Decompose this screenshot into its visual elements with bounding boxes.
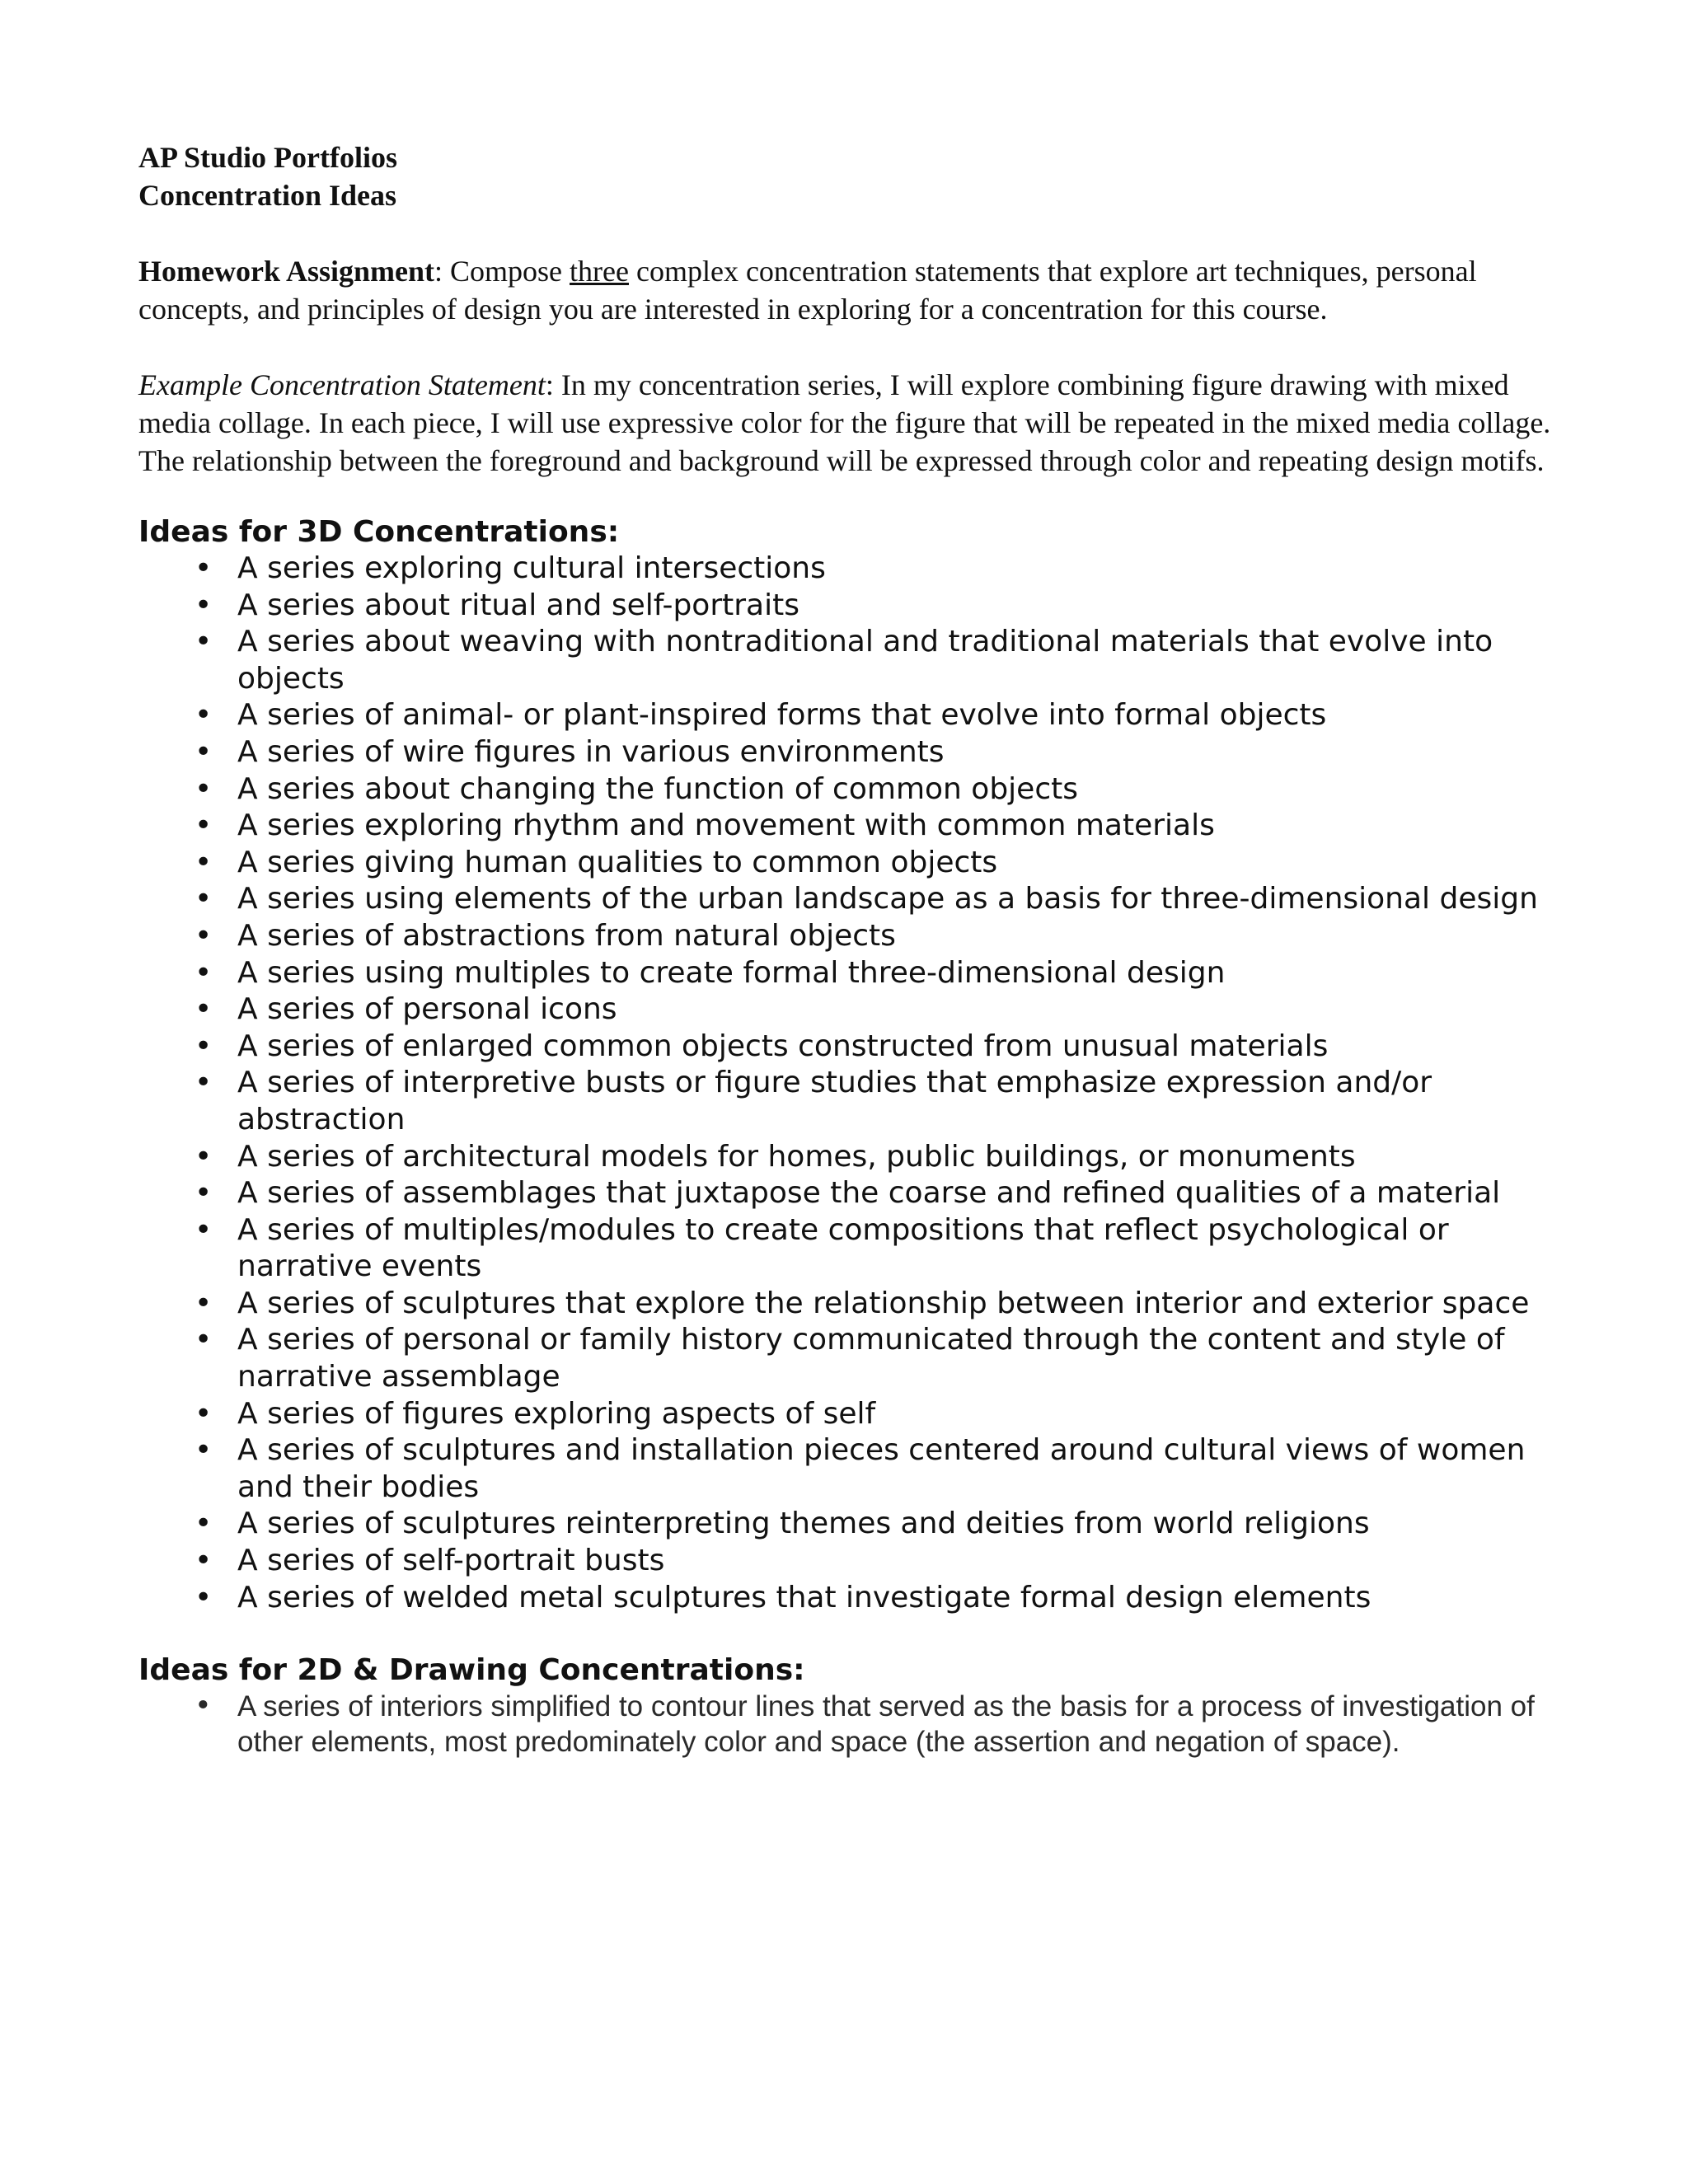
page-subtitle: Concentration Ideas — [138, 179, 396, 212]
list-item-text: A series using elements of the urban landscape as a basis for three-dimensional design — [237, 882, 1538, 916]
homework-text-after: complex concentration statements that explore art techniques, personal concepts, and principles of design you are interested in exploring for a concentration for this course. — [138, 255, 1477, 326]
list-item — [138, 551, 1556, 588]
list-item-text: A series giving human qualities to common objects — [237, 845, 998, 879]
list-item — [138, 881, 1556, 918]
bullet-icon: • — [195, 771, 213, 806]
list-item-text: A series of interiors simplified to contour lines that served as the basis for a process of investigation of other elements, most predominately color and space (the assertion and negation of space). — [237, 1690, 1535, 1759]
heading-2d-ideas: Ideas for 2D & Drawing Concentrations: — [138, 1653, 805, 1688]
list-item — [138, 1065, 1556, 1138]
homework-sep: : — [434, 255, 443, 288]
list-item — [138, 624, 1556, 697]
list-item — [138, 1506, 1556, 1543]
list-item — [138, 1212, 1556, 1286]
bullet-icon: • — [195, 1396, 213, 1431]
list-item-text: A series about weaving with nontraditional and traditional materials that evolve into objects — [237, 625, 1493, 696]
homework-paragraph — [138, 252, 1556, 328]
list-item — [138, 845, 1556, 882]
bullet-icon: • — [195, 1323, 213, 1357]
document-page — [138, 138, 1556, 1760]
list-item — [138, 697, 1556, 734]
bullet-icon: • — [195, 698, 213, 733]
list-item — [138, 734, 1556, 771]
list-item-text: A series exploring rhythm and movement with common materials — [237, 808, 1215, 843]
list-item-text: A series about ritual and self-portraits — [237, 588, 799, 622]
example-label: Example Concentration Statement — [138, 368, 546, 401]
list-item — [138, 1580, 1556, 1617]
bullet-icon: • — [195, 1690, 212, 1723]
bullet-icon: • — [195, 588, 213, 622]
list-item — [138, 918, 1556, 955]
list-item-text: A series of enlarged common objects constructed from unusual materials — [237, 1029, 1329, 1063]
list-item-text: A series of sculptures and installation pieces centered around cultural views of women and their bodies — [237, 1433, 1526, 1504]
list-item — [138, 955, 1556, 992]
list-item-text: A series of sculptures that explore the relationship between interior and exterior space — [237, 1286, 1530, 1320]
bullet-icon: • — [195, 1286, 213, 1320]
list-item-text: A series of interpretive busts or figure studies that emphasize expression and/or abstraction — [237, 1066, 1432, 1137]
bullet-icon: • — [195, 734, 213, 769]
list-item-text: A series using multiples to create formal three-dimensional design — [237, 955, 1226, 990]
bullet-icon: • — [195, 551, 213, 585]
list-item — [138, 1543, 1556, 1580]
page-title: AP Studio Portfolios — [138, 141, 398, 174]
list-item-text: A series of welded metal sculptures that investigate formal design elements — [237, 1580, 1372, 1615]
list-item-text: A series of abstractions from natural objects — [237, 918, 896, 953]
bullet-icon: • — [195, 1507, 213, 1541]
bullet-icon: • — [195, 625, 213, 659]
bullet-icon: • — [195, 992, 213, 1027]
homework-label: Homework Assignment — [138, 255, 434, 288]
list-item — [138, 1322, 1556, 1395]
homework-text-before: Compose — [443, 255, 570, 288]
list-item-text: A series of animal- or plant-inspired forms that evolve into formal objects — [237, 698, 1327, 733]
list-3d-ideas — [138, 551, 1556, 1616]
bullet-icon: • — [195, 1433, 213, 1468]
bullet-icon: • — [195, 1580, 213, 1615]
example-sep: : — [545, 368, 554, 401]
list-item-text: A series exploring cultural intersections — [237, 551, 826, 585]
example-text: In my concentration series, I will explore combining figure drawing with mixed media collage. In each piece, I will use expressive color for the figure that will be repeated in the mixed media collage. The relationship between the foreground and background will be expressed through color and repeating design motifs. — [138, 368, 1551, 477]
bullet-icon: • — [195, 955, 213, 990]
list-item — [138, 991, 1556, 1029]
list-item-text: A series of personal or family history communicated through the content and style of narrative assemblage — [237, 1323, 1505, 1394]
bullet-icon: • — [195, 1029, 213, 1063]
list-item-text: A series of self-portrait busts — [237, 1544, 665, 1578]
list-item — [138, 1286, 1556, 1323]
list-item-text: A series of assemblages that juxtapose the coarse and refined qualities of a material — [237, 1176, 1501, 1211]
bullet-icon: • — [195, 1176, 213, 1211]
bullet-icon: • — [195, 1212, 213, 1247]
heading-3d-ideas: Ideas for 3D Concentrations: — [138, 515, 620, 549]
list-item-text: A series of wire figures in various environments — [237, 734, 945, 769]
bullet-icon: • — [195, 1544, 213, 1578]
list-item — [138, 1139, 1556, 1176]
list-item-text: A series of personal icons — [237, 992, 617, 1027]
list-item-text: A series about changing the function of common objects — [237, 771, 1078, 806]
list-item — [138, 808, 1556, 845]
bullet-icon: • — [195, 1139, 213, 1174]
list-item-text: A series of figures exploring aspects of self — [237, 1396, 876, 1431]
list-item — [138, 1432, 1556, 1506]
list-item — [138, 1175, 1556, 1212]
list-2d-ideas — [138, 1689, 1556, 1760]
bullet-icon: • — [195, 845, 213, 879]
list-item — [138, 588, 1556, 625]
list-item-text: A series of multiples/modules to create compositions that reflect psychological or narrative events — [237, 1212, 1449, 1284]
homework-underlined-word: three — [570, 255, 629, 288]
example-paragraph — [138, 366, 1556, 480]
list-item — [138, 771, 1556, 808]
list-item — [138, 1396, 1556, 1433]
list-item-text: A series of sculptures reinterpreting themes and deities from world religions — [237, 1507, 1370, 1541]
document-header — [138, 138, 1556, 214]
bullet-icon: • — [195, 808, 213, 843]
bullet-icon: • — [195, 1066, 213, 1100]
list-item — [138, 1689, 1556, 1760]
list-item — [138, 1029, 1556, 1066]
bullet-icon: • — [195, 882, 213, 916]
list-item-text: A series of architectural models for homes, public buildings, or monuments — [237, 1139, 1356, 1174]
bullet-icon: • — [195, 918, 213, 953]
